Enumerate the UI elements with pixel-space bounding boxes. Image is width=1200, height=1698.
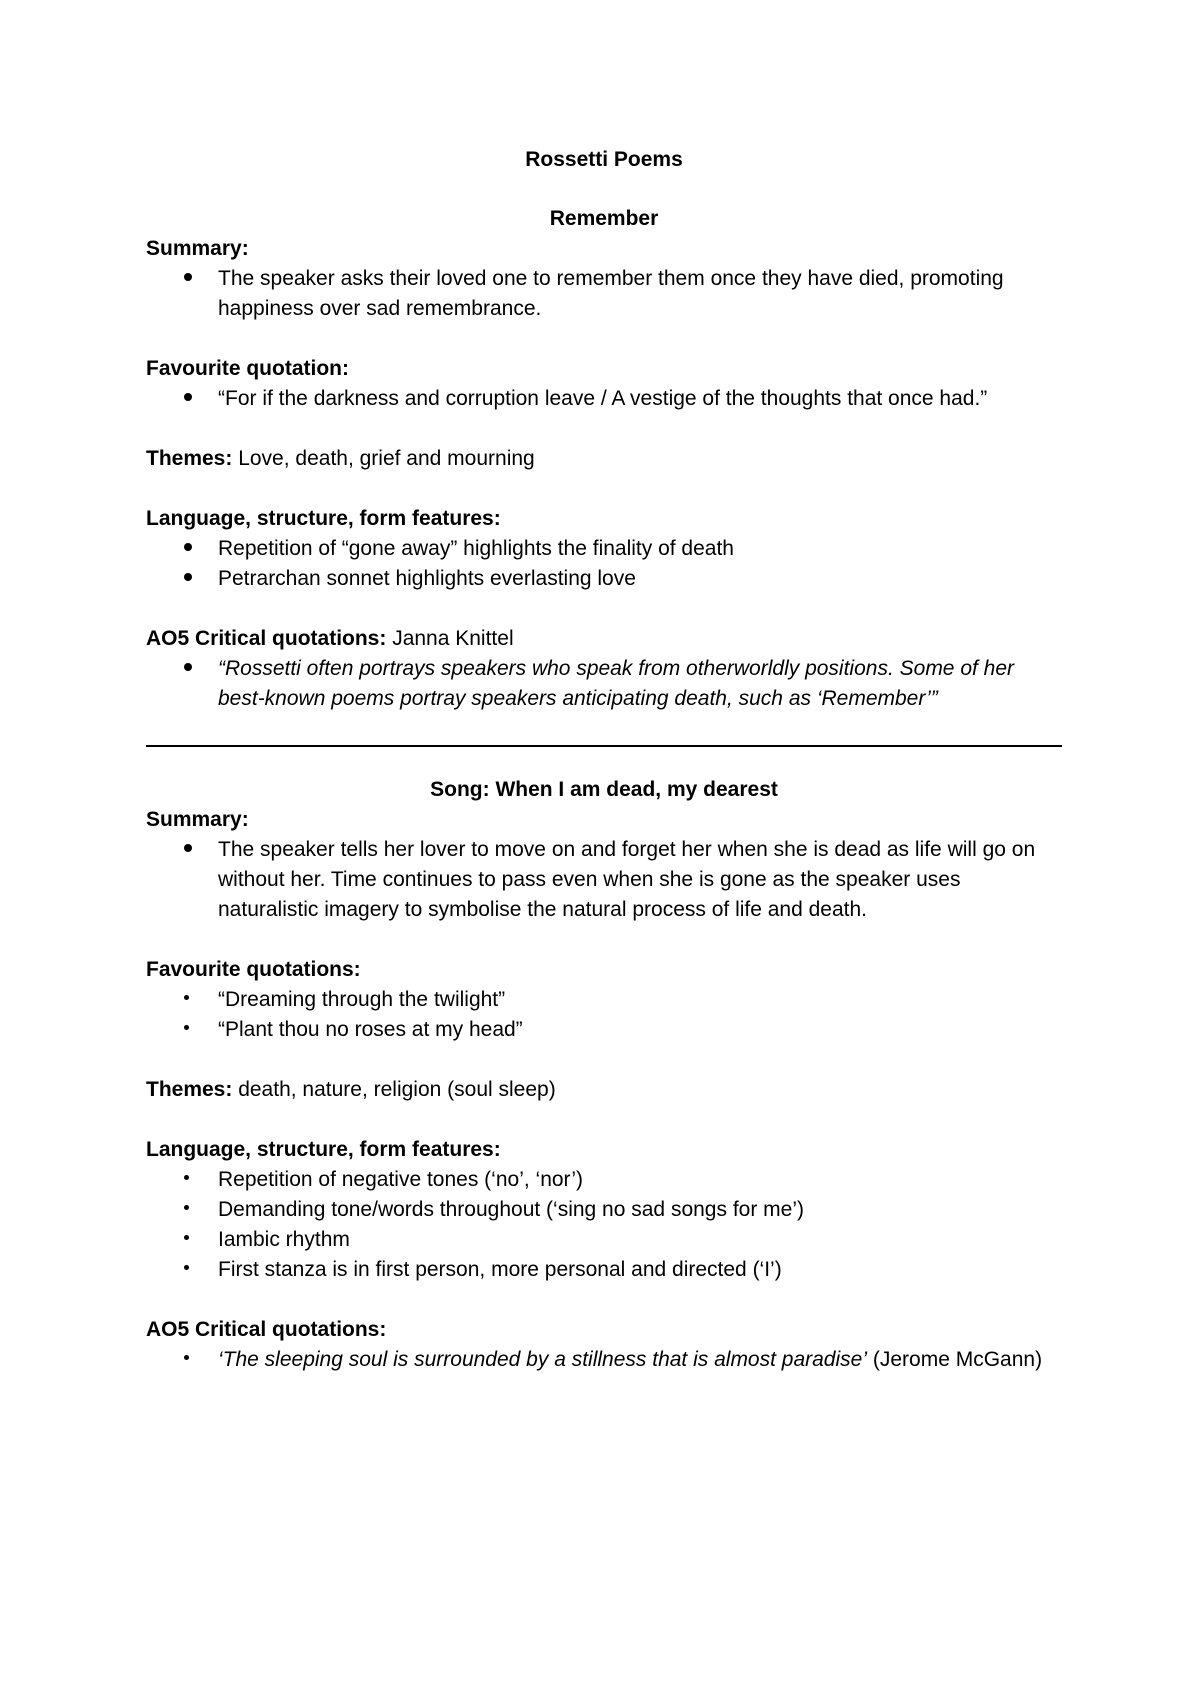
bullet-icon	[184, 564, 204, 594]
bullet-icon	[184, 384, 204, 414]
bullet-icon	[184, 1165, 204, 1195]
poem-title-remember: Remember	[549, 207, 659, 230]
themes-line: Themes: death, nature, religion (soul sleep)	[146, 1078, 556, 1101]
list-item: Demanding tone/words throughout (‘sing no sad songs for me’)	[146, 1195, 1062, 1225]
ao5-quote: ‘The sleeping soul is surrounded by a stillness that is almost paradise’	[218, 1348, 868, 1371]
quotation-list	[146, 384, 1062, 414]
lsf-list	[146, 534, 1062, 594]
bullet-icon	[184, 1015, 204, 1045]
list-item: Repetition of “gone away” highlights the finality of death	[146, 534, 1062, 564]
lsf-list	[146, 1165, 1062, 1285]
list-item: “For if the darkness and corruption leave / A vestige of the thoughts that once had.”	[146, 384, 1062, 414]
section-divider	[146, 745, 1062, 747]
quotation-label: Favourite quotation:	[146, 357, 349, 380]
lsf-label: Language, structure, form features:	[146, 507, 501, 530]
list-item: “Rossetti often portrays speakers who speak from otherworldly positions. Some of her best-known poems portray speakers anticipating death, such as ‘Remember’”	[146, 654, 1062, 714]
list-item: Petrarchan sonnet highlights everlasting love	[146, 564, 1062, 594]
bullet-icon	[184, 264, 204, 294]
list-item: The speaker tells her lover to move on and forget her when she is dead as life will go on without her. Time continues to pass even when she is gone as the speaker uses naturalistic imagery to symbolise the natural process of life and death.	[146, 835, 1062, 925]
bullet-icon	[184, 1195, 204, 1225]
bullet-icon	[184, 835, 204, 865]
poem-title-song: Song: When I am dead, my dearest	[430, 778, 778, 801]
list-item: “Dreaming through the twilight”	[146, 985, 1062, 1015]
ao5-line: AO5 Critical quotations: Janna Knittel	[146, 627, 514, 650]
quotation-label: Favourite quotations:	[146, 958, 361, 981]
document-title: Rossetti Poems	[525, 148, 683, 171]
list-item	[146, 1345, 1062, 1375]
quotation-list	[146, 985, 1062, 1045]
bullet-icon	[184, 1225, 204, 1255]
ao5-list	[146, 654, 1062, 714]
section-remember	[146, 145, 1062, 714]
ao5-attribution: (Jerome McGann)	[867, 1348, 1043, 1371]
summary-label: Summary:	[146, 808, 249, 831]
ao5-label: AO5 Critical quotations:	[146, 1318, 387, 1341]
bullet-icon	[184, 1255, 204, 1285]
summary-list	[146, 264, 1062, 324]
list-item: First stanza is in first person, more personal and directed (‘I’)	[146, 1255, 1062, 1285]
ao5-list	[146, 1345, 1062, 1375]
list-item: Iambic rhythm	[146, 1225, 1062, 1255]
bullet-icon	[184, 1345, 204, 1375]
lsf-label: Language, structure, form features:	[146, 1138, 501, 1161]
summary-label: Summary:	[146, 237, 249, 260]
list-item: Repetition of negative tones (‘no’, ‘nor’)	[146, 1165, 1062, 1195]
summary-list	[146, 835, 1062, 925]
list-item: “Plant thou no roses at my head”	[146, 1015, 1062, 1045]
bullet-icon	[184, 985, 204, 1015]
themes-line: Themes: Love, death, grief and mourning	[146, 447, 535, 470]
section-song	[146, 775, 1062, 1375]
list-item: The speaker asks their loved one to remember them once they have died, promoting happiness over sad remembrance.	[146, 264, 1062, 324]
bullet-icon	[184, 654, 204, 684]
bullet-icon	[184, 534, 204, 564]
